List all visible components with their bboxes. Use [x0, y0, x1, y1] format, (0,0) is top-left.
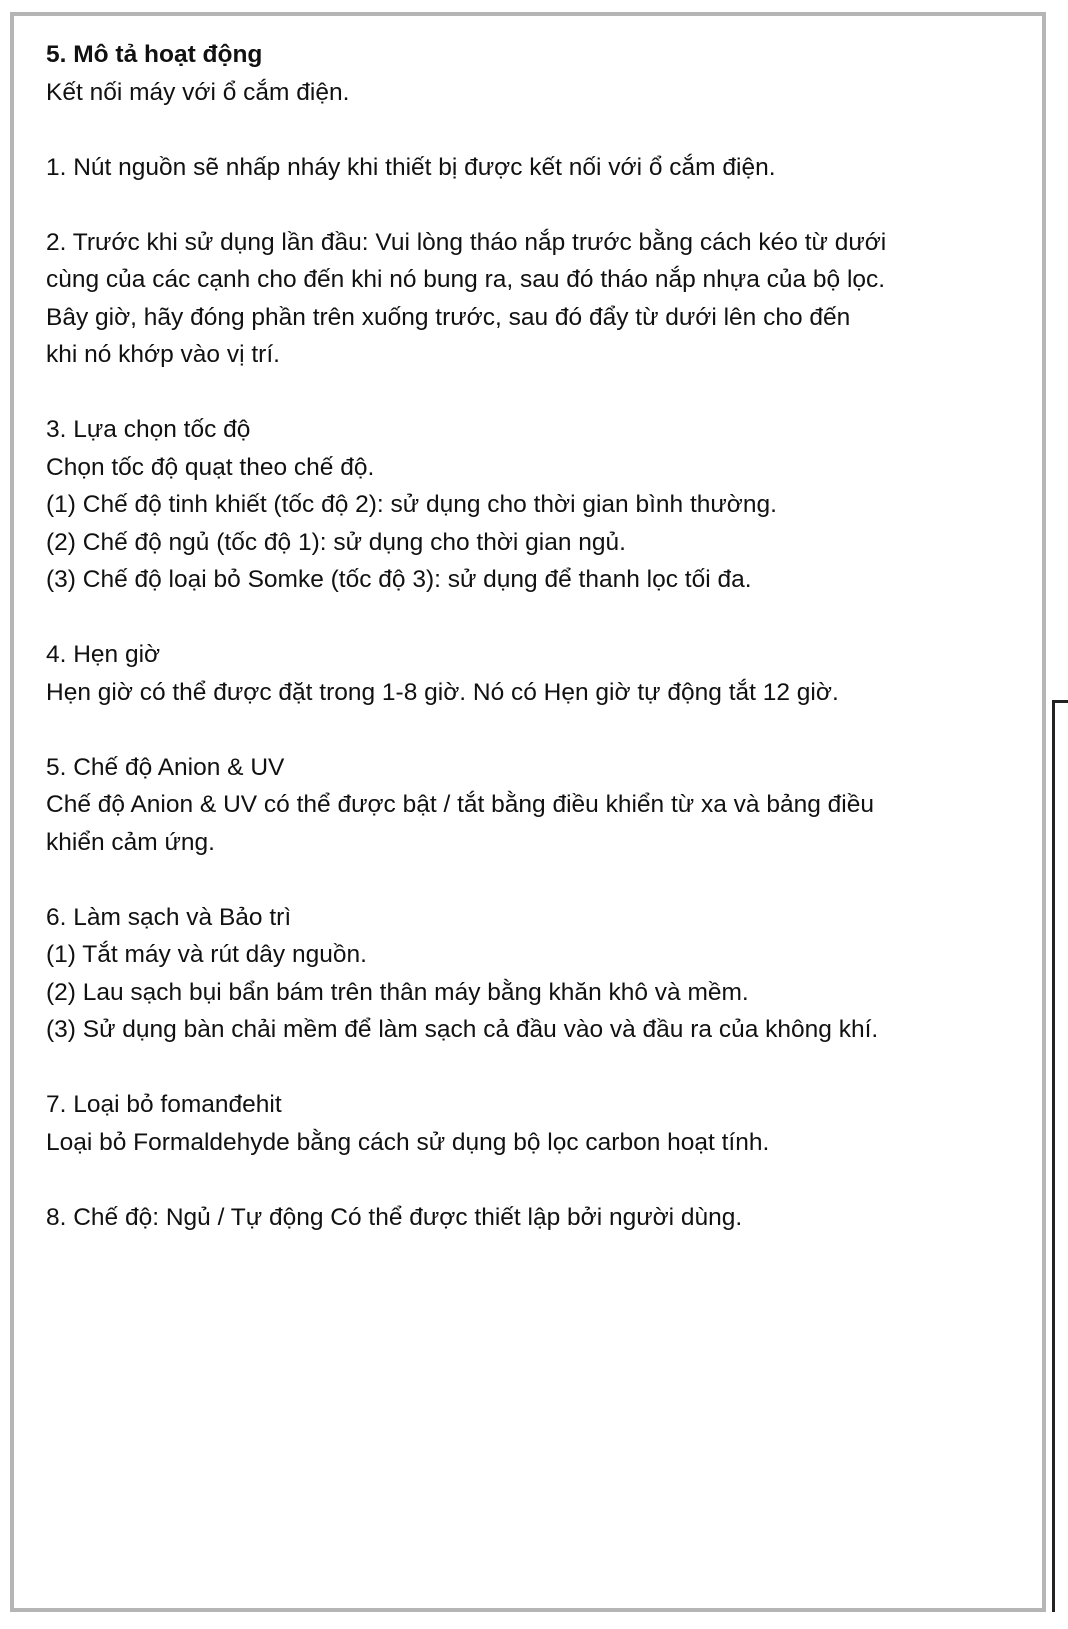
step-7-line-1: Loại bỏ Formaldehyde bằng cách sử dụng bộ lọc carbon hoạt tính. — [46, 1128, 770, 1156]
step-6-line-2: (2) Lau sạch bụi bẩn bám trên thân máy bằng khăn khô và mềm. — [46, 978, 749, 1006]
step-2-line-4: khi nó khớp vào vị trí. — [46, 341, 280, 368]
step-6-line-3: (3) Sử dụng bàn chải mềm để làm sạch cả đầu vào và đầu ra của không khí. — [46, 1016, 879, 1043]
step-3-line-4: (3) Chế độ loại bỏ Somke (tốc độ 3): sử dụng để thanh lọc tối đa. — [46, 566, 752, 593]
section-title: 5. Mô tả hoạt động — [46, 41, 263, 68]
step-2-line-3: Bây giờ, hãy đóng phần trên xuống trước, sau đó đẩy từ dưới lên cho đến — [46, 303, 851, 331]
step-6-heading: 6. Làm sạch và Bảo trì — [46, 903, 292, 931]
intro-text: Kết nối máy với ổ cắm điện. — [46, 78, 350, 106]
step-3-line-3: (2) Chế độ ngủ (tốc độ 1): sử dụng cho thời gian ngủ. — [46, 528, 626, 556]
step-4-heading: 4. Hẹn giờ — [46, 641, 161, 668]
step-5-heading: 5. Chế độ Anion & UV — [46, 753, 285, 781]
step-1: 1. Nút nguồn sẽ nhấp nháy khi thiết bị được kết nối với ổ cắm điện. — [46, 153, 776, 181]
step-5-line-1: Chế độ Anion & UV có thể được bật / tắt bằng điều khiển từ xa và bảng điều — [46, 791, 874, 818]
step-7-heading: 7. Loại bỏ fomanđehit — [46, 1091, 282, 1118]
step-3-line-2: (1) Chế độ tinh khiết (tốc độ 2): sử dụng cho thời gian bình thường. — [46, 491, 777, 518]
step-6-line-1: (1) Tắt máy và rút dây nguồn. — [46, 941, 367, 968]
document-body — [46, 36, 1016, 1236]
step-5-line-2: khiển cảm ứng. — [46, 828, 215, 856]
step-2-line-1: 2. Trước khi sử dụng lần đầu: Vui lòng tháo nắp trước bằng cách kéo từ dưới — [46, 228, 887, 256]
step-3-heading: 3. Lựa chọn tốc độ — [46, 416, 251, 443]
adjacent-page-edge — [1052, 700, 1068, 1612]
step-2-line-2: cùng của các cạnh cho đến khi nó bung ra, sau đó tháo nắp nhựa của bộ lọc. — [46, 266, 886, 293]
step-4-line-1: Hẹn giờ có thể được đặt trong 1-8 giờ. Nó có Hẹn giờ tự động tắt 12 giờ. — [46, 678, 839, 706]
step-8: 8. Chế độ: Ngủ / Tự động Có thể được thiết lập bởi người dùng. — [46, 1203, 743, 1231]
step-3-line-1: Chọn tốc độ quạt theo chế độ. — [46, 453, 375, 481]
